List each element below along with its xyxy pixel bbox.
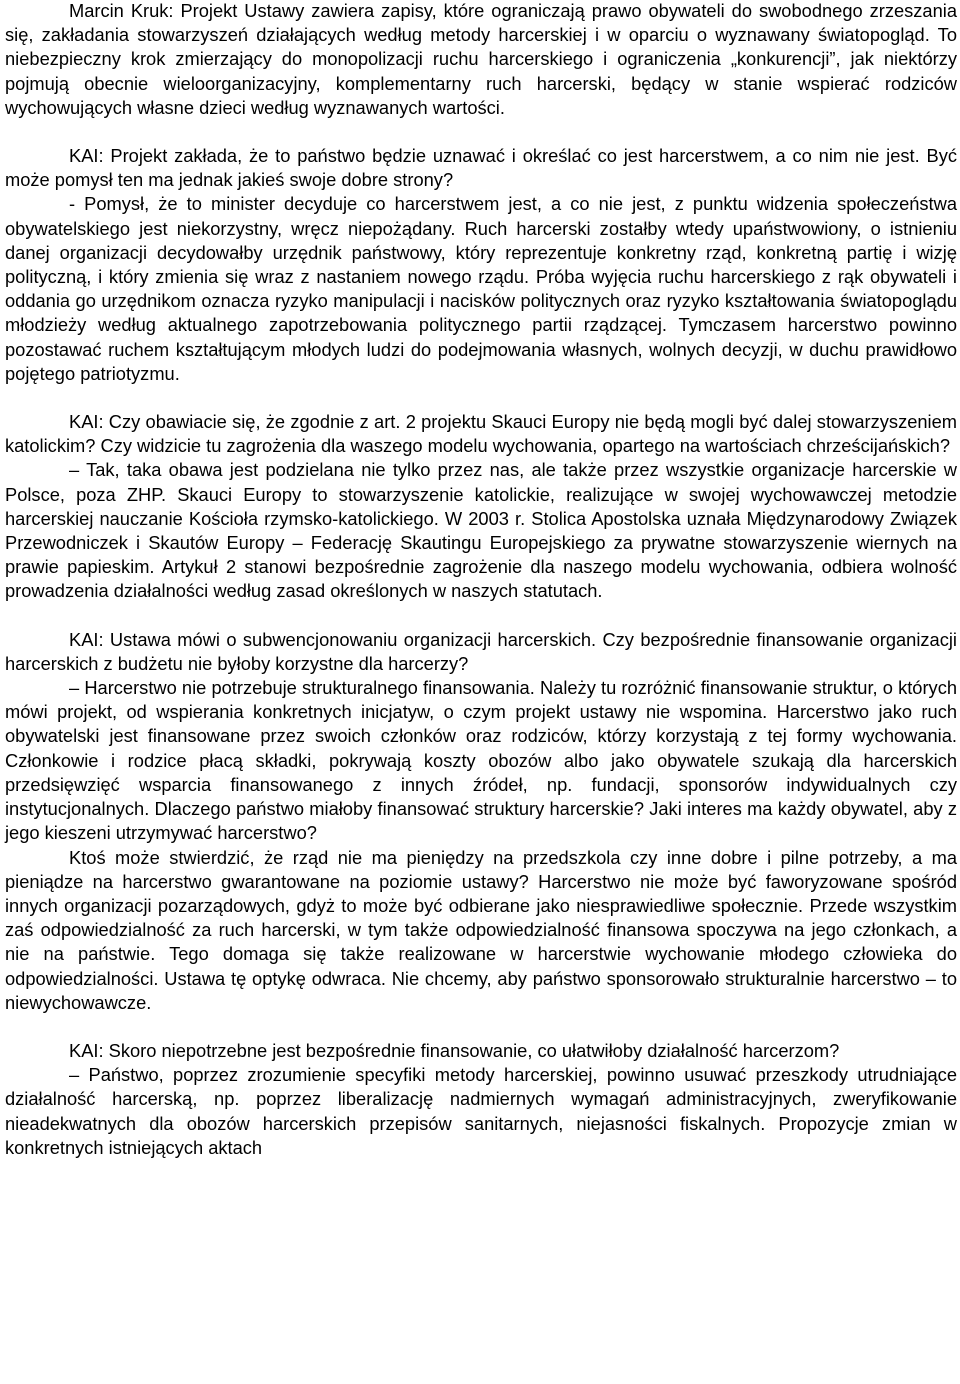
question-text: KAI: Projekt zakłada, że to państwo będzie uznawać i określać co jest harcerstwem, a co nim nie jest. Być może pomysł ten ma jednak jakieś swoje dobre strony?: [5, 145, 957, 191]
answer-text: – Harcerstwo nie potrzebuje strukturalnego finansowania. Należy tu rozróżnić finansowanie struktur, o których mówi projekt, od wspierania konkretnych inicjatyw, o czym projekt ustawy nie wspomina. Harcerstwo jako ruch obywatelski jest finansowane przez swoich członków oraz rodziców, którzy korzystają z tej formy wychowania. Członkowie i rodzice płacą składki, pokrywają koszty obozów albo jako obywatele szukają dla harcerskich przedsięwzięć wsparcia finansowanego z innych źródeł, np. fundacji, sponsorów indywidualnych czy instytucjonalnych. Dlaczego państwo miałoby finansować struktury harcerskie? Jaki interes ma każdy obywatel, aby z jego kieszeni utrzymywać harcerstwo?: [5, 677, 957, 844]
question-text: KAI: Ustawa mówi o subwencjonowaniu organizacji harcerskich. Czy bezpośrednie finansowanie organizacji harcerskich z budżetu nie byłoby korzystne dla harcerzy?: [5, 628, 957, 674]
paragraph-intro: [5, 0, 957, 120]
paragraph-question-4: [5, 1039, 957, 1160]
paragraph-question-2: [5, 410, 957, 604]
question-text: KAI: Skoro niepotrzebne jest bezpośrednie finansowanie, co ułatwiłoby działalność harcerzom?: [69, 1039, 840, 1061]
paragraph-spacer: [5, 604, 957, 628]
answer-text: – Państwo, poprzez zrozumienie specyfiki metody harcerskiej, powinno usuwać przeszkody utrudniające działalność harcerską, np. poprzez liberalizację nadmiernych wymagań administracyjnych, zweryfikowanie nieadekwatnych dla obozów harcerskich przepisów sanitarnych, niejasności fiskalnych. Propozycje zmian w konkretnych istniejących aktach: [5, 1064, 957, 1158]
answer-continuation-text: Ktoś może stwierdzić, że rząd nie ma pieniędzy na przedszkola czy inne dobre i pilne potrzeby, a ma pieniądze na harcerstwo gwarantowane na poziomie ustawy? Harcerstwo nie może być faworyzowane spośród innych organizacji pozarządowych, gdyż to może być odbierane jako niesprawiedliwe społecznie. Przede wszystkim zaś odpowiedzialność za ruch harcerski, w tym także odpowiedzialność finansowa spoczywa na jego członkach, a nie na państwie. Tego domaga się także realizowane w harcerstwie wychowanie młodego człowieka do odpowiedzialności. Ustawa tę optykę odwraca. Nie chcemy, aby państwo sponsorowało strukturalnie harcerstwo – to niewychowawcze.: [5, 846, 957, 1013]
paragraph-spacer: [5, 120, 957, 144]
answer-text: - Pomysł, że to minister decyduje co harcerstwem jest, a co nie jest, z punktu widzenia społeczeństwa obywatelskiego jest niekorzystny, wręcz niepożądany. Ruch harcerski zostałby wtedy upaństwowiony, o istnieniu danej organizacji decydowałby urzędnik państwowy, który reprezentuje konkretny rząd, konkretną partię i wizję polityczną, i który zmienia się wraz z nastaniem nowego rządu. Próba wyjęcia ruchu harcerskiego z rąk obywateli i oddania go urzędnikom oznacza ryzyko manipulacji i nacisków politycznych oraz ryzyko kształtowania światopoglądu młodzieży według aktualnego zapotrzebowania politycznego partii rządzącej. Tymczasem harcerstwo powinno pozostawać ruchem kształtującym młodych ludzi do podejmowania własnych, wolnych decyzji, w duchu prawidłowo pojętego patriotyzmu.: [5, 193, 957, 384]
answer-text: – Tak, taka obawa jest podzielana nie tylko przez nas, ale także przez wszystkie organizacje harcerskie w Polsce, poza ZHP. Skauci Europy to stowarzyszenie katolickie, realizujące w swojej wychowawczej metodzie harcerskiej nauczanie Kościoła rzymsko-katolickiego. W 2003 r. Stolica Apostolska uznała Międzynarodowy Związek Przewodniczek i Skautów Europy – Federację Skautingu Europejskiego za prywatne stowarzyszenie wiernych na prawie papieskim. Artykuł 2 stanowi bezpośrednie zagrożenie dla naszego modelu wychowania, odbiera wolność prowadzenia działalności według zasad określonych w naszych statutach.: [5, 459, 957, 602]
paragraph-spacer: [5, 386, 957, 410]
paragraph-question-1: [5, 144, 957, 386]
paragraph-spacer: [5, 1015, 957, 1039]
paragraph-question-3: [5, 628, 957, 1015]
question-text: KAI: Czy obawiacie się, że zgodnie z art. 2 projektu Skauci Europy nie będą mogli być dalej stowarzyszeniem katolickim? Czy widzicie tu zagrożenia dla waszego modelu wychowania, opartego na wartościach chrześcijańskich?: [5, 411, 957, 457]
paragraph-text: Marcin Kruk: Projekt Ustawy zawiera zapisy, które ograniczają prawo obywateli do swobodnego zrzeszania się, zakładania stowarzyszeń działających według metody harcerskiej i w oparciu o wyznawany światopogląd. To niebezpieczny krok zmierzający do monopolizacji ruchu harcerskiego i ograniczenia „konkurencji”, jak niektórzy pojmują obecnie wieloorganizacyjny, komplementarny ruch harcerski, będący w stanie wspierać rodziców wychowujących własne dzieci według wyznawanych wartości.: [5, 0, 957, 118]
